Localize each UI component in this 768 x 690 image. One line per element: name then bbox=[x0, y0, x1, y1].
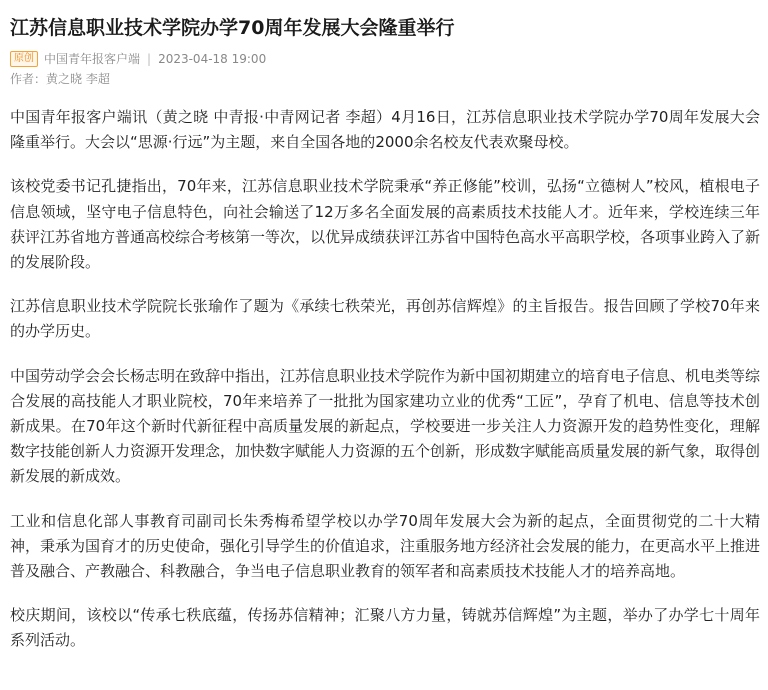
author-names: 黄之晓 李超 bbox=[46, 72, 110, 86]
author-line bbox=[10, 70, 760, 88]
paragraph: 江苏信息职业技术学院院长张瑜作了题为《承续七秩荣光，再创苏信辉煌》的主旨报告。报告回顾了学校70年来的办学历史。 bbox=[10, 297, 760, 341]
paragraph: 中国劳动学会会长杨志明在致辞中指出，江苏信息职业技术学院作为新中国初期建立的培育电子信息、机电类等综合发展的高技能人才职业院校，70年来培养了一批批为国家建功立业的优秀“工匠”，孕育了机电、信息等技术创新成果。在70年这个新时代新征程中高质量发展的新起点，学校要进一步关注人力资源开发的趋势性变化，理解数字技能创新人力资源开发理念，加快数字赋能人力资源的五个创新，形成数字赋能高质量发展的新气象，取得创新发展的新成效。 bbox=[10, 366, 761, 486]
publish-time: 2023-04-18 19:00 bbox=[158, 52, 267, 66]
paragraph: 工业和信息化部人事教育司副司长朱秀梅希望学校以办学70周年发展大会为新的起点，全面贯彻党的二十大精神，秉承为国育才的历史使命，强化引导学生的价值追求，注重服务地方经济社会发展的能力，在更高水平上推进普及融合、产教融合、科教融合，争当电子信息职业教育的领军者和高素质技术技能人才的培养高地。 bbox=[10, 511, 761, 581]
original-badge: 原创 bbox=[10, 51, 38, 67]
article-meta bbox=[10, 50, 760, 68]
source-link[interactable]: 中国青年报客户端 bbox=[44, 52, 141, 66]
meta-separator: | bbox=[147, 52, 152, 66]
paragraph: 该校党委书记孔捷指出，70年来，江苏信息职业技术学院秉承“养正修能”校训，弘扬“立德树人”校风，植根电子信息领域，坚守电子信息特色，向社会输送了12万多名全面发展的高素质技术技能人才。近年来，学校连续三年获评江苏省地方普通高校综合考核第一等次，以优异成绩获评江苏省中国特色高水平高职学校，各项事业跨入了新的发展阶段。 bbox=[10, 177, 761, 272]
article bbox=[10, 0, 760, 673]
author-label: 作者： bbox=[10, 72, 47, 86]
article-title: 江苏信息职业技术学院办学70周年发展大会隆重举行 bbox=[10, 17, 455, 39]
paragraph: 中国青年报客户端讯（黄之晓 中青报·中青网记者 李超）4月16日，江苏信息职业技术学院办学70周年发展大会隆重举行。大会以“思源·行远”为主题，来自全国各地的2000余名校友代表欢聚母校。 bbox=[10, 108, 760, 152]
article-body bbox=[10, 105, 760, 654]
paragraph: 校庆期间，该校以“传承七秩底蕴，传扬苏信精神；汇聚八方力量，铸就苏信辉煌”为主题，举办了办学七十周年系列活动。 bbox=[10, 606, 760, 650]
